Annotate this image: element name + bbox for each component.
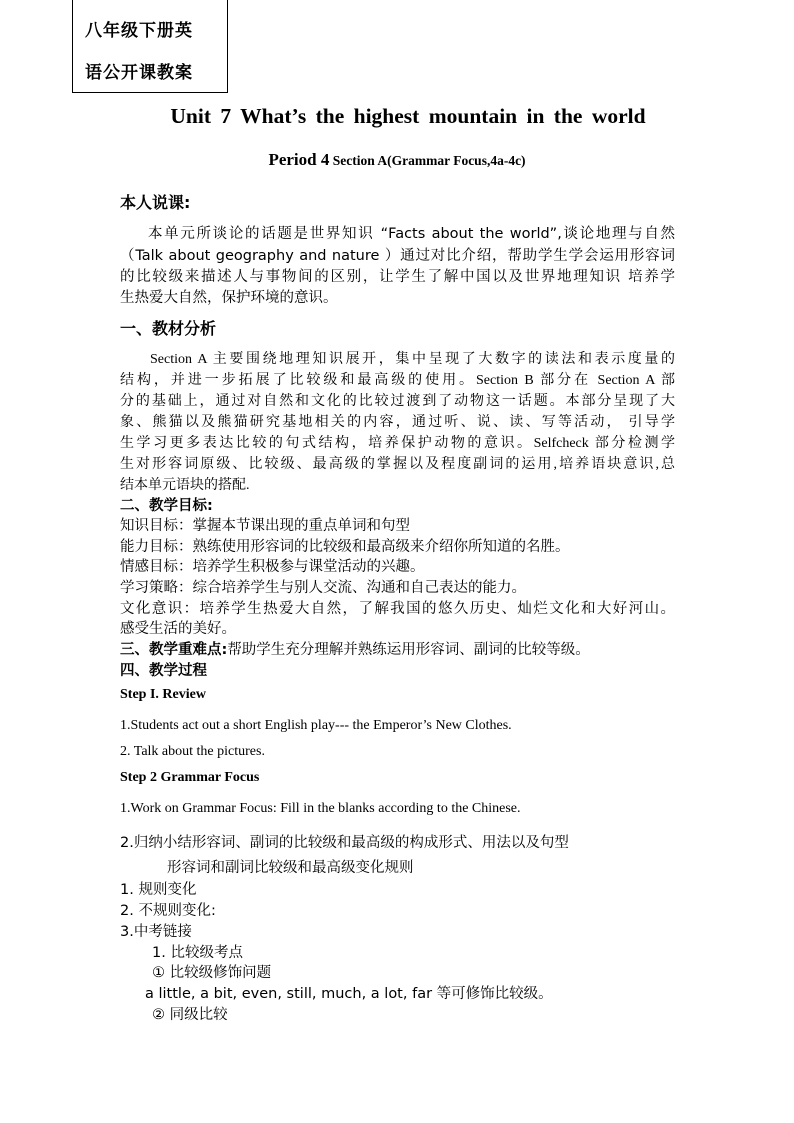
title-box-line-2: 语公开课教案 [85, 63, 193, 83]
intro-line-2: （Talk about geography and nature ）通过对比介绍，帮助学生学会运用形容词 [120, 248, 675, 264]
step2-item-1: 1.Work on Grammar Focus: Fill in the blanks according to the Chinese. [120, 801, 521, 816]
objective-strategy: 学习策略：综合培养学生与别人交流、沟通和自己表达的能力。 [120, 580, 526, 596]
intro-line-4: 生热爱大自然，保护环境的意识。 [120, 290, 338, 306]
document-subtitle [0, 150, 794, 170]
section-label: Section A(Grammar Focus,4a-4c) [329, 153, 526, 168]
analysis-line-1: Section A 主要围绕地理知识展开，集中呈现了大数字的读法和表示度量的 [150, 352, 675, 367]
process-heading: 四、教学过程 [120, 663, 207, 679]
key-points-label: 三、教学重难点: [120, 642, 228, 658]
exam-sub-heading: 1. 比较级考点 [152, 945, 243, 961]
step1-item-2: 2. Talk about the pictures. [120, 744, 265, 759]
analysis-line-7: 结本单元语块的搭配. [120, 478, 250, 493]
intro-heading: 本人说课: [120, 193, 191, 212]
analysis-line-6: 生对形容词原级、比较级、最高级的掌握以及程度副词的运用,培养语块意识,总 [120, 457, 675, 472]
objective-culture-cont: 感受生活的美好。 [120, 621, 236, 637]
rule-title: 形容词和副词比较级和最高级变化规则 [167, 860, 414, 876]
analysis-line-2: 结构，并进一步拓展了比较级和最高级的使用。Section B 部分在 Section A 部 [120, 373, 675, 388]
exam-point-1: ① 比较级修饰问题 [152, 965, 272, 981]
objective-ability: 能力目标：熟练使用形容词的比较级和最高级来介绍你所知道的名胜。 [120, 539, 570, 555]
analysis-line-5: 生学习更多表达比较的句式结构，培养保护动物的意识。Selfcheck 部分检测学 [120, 436, 675, 451]
objective-culture: 文化意识：培养学生热爱大自然，了解我国的悠久历史、灿烂文化和大好河山。 [120, 601, 675, 617]
objective-emotion: 情感目标：培养学生积极参与课堂活动的兴趣。 [120, 559, 425, 575]
title-box [72, 0, 228, 93]
exam-point-2: ② 同级比较 [152, 1007, 228, 1023]
document-title: Unit 7 What’s the highest mountain in the world [170, 104, 646, 128]
intro-line-1: 本单元所谈论的话题是世界知识 “Facts about the world”,谈论地理与自然 [148, 226, 675, 242]
period-label: Period 4 [268, 150, 330, 169]
objective-knowledge: 知识目标：掌握本节课出现的重点单词和句型 [120, 518, 410, 534]
exam-link: 3.中考链接 [120, 924, 192, 940]
step2-item-2: 2.归纳小结形容词、副词的比较级和最高级的构成形式、用法以及句型 [120, 835, 569, 851]
step1-heading: Step I. Review [120, 687, 206, 702]
step1-item-1: 1.Students act out a short English play--- the Emperor’s New Clothes. [120, 718, 512, 733]
analysis-heading: 一、教材分析 [120, 319, 217, 338]
intro-line-3: 的比较级来描述人与事物间的区别，让学生了解中国以及世界地理知识 培养学 [120, 269, 675, 285]
title-box-line-1: 八年级下册英 [85, 21, 193, 41]
objectives-heading: 二、教学目标: [120, 498, 213, 514]
analysis-line-3: 分的基础上，通过对自然和文化的比较过渡到了动物这一话题。本部分呈现了大 [120, 394, 675, 409]
modifiers-line: a little, a bit, even, still, much, a lot, far 等可修饰比较级。 [145, 986, 553, 1002]
key-points [120, 638, 675, 659]
rule-irregular: 2. 不规则变化: [120, 903, 216, 919]
key-points-text: 帮助学生充分理解并熟练运用形容词、副词的比较等级。 [227, 642, 590, 658]
analysis-line-4: 象、熊猫以及熊猫研究基地相关的内容，通过听、说、读、写等活动， 引导学 [120, 415, 675, 430]
step2-heading: Step 2 Grammar Focus [120, 770, 260, 785]
rule-regular: 1. 规则变化 [120, 882, 197, 898]
